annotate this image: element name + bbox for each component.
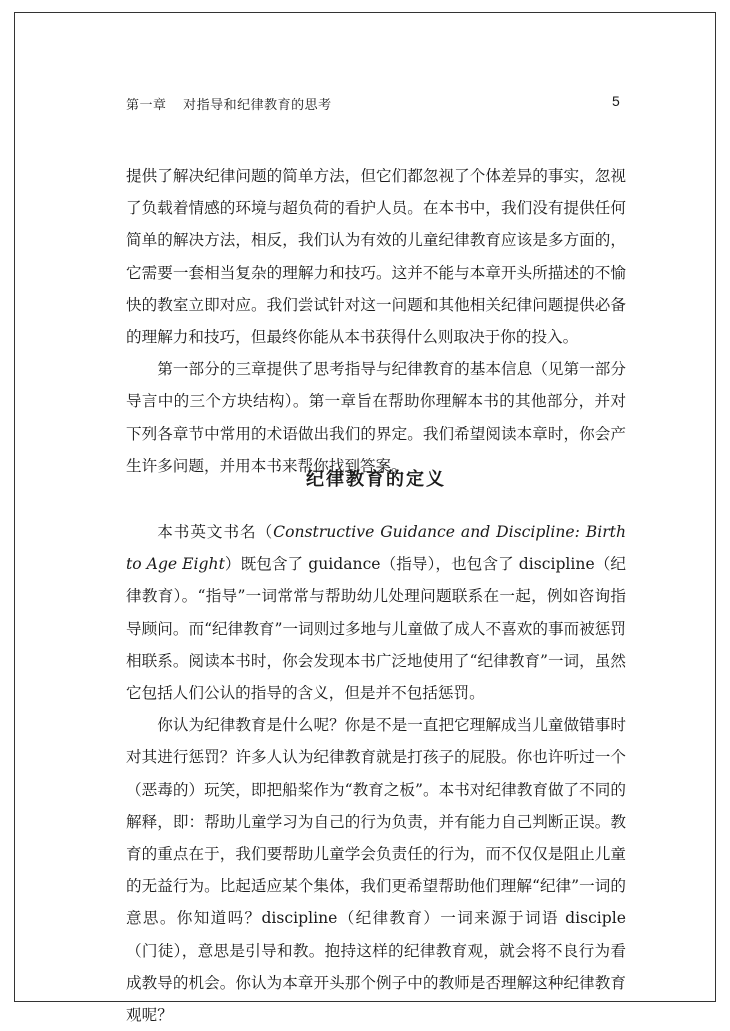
section-heading: 纪律教育的定义	[306, 469, 446, 490]
english-book-title: Constructive Guidance and Discipline: Birth to Age Eight	[126, 523, 626, 574]
definition-text-block	[126, 516, 626, 1031]
chapter-title: 对指导和纪律教育的思考	[183, 98, 332, 113]
book-title-rest: ）既包含了 guidance（指导），也包含了 discipline（纪律教育）。“指导”一词常常与帮助幼儿处理问题联系在一起，例如咨询指导顾问。而“纪律教育”一词则过多地与儿童做了成人不喜欢的事而被惩罚相联系。阅读本书时，你会发现本书广泛地使用了“纪律教育”一词，虽然它包括人们公认的指导的含义，但是并不包括惩罚。	[126, 555, 626, 703]
paragraph-continued: 提供了解决纪律问题的简单方法，但它们都忽视了个体差异的事实，忽视了负载着情感的环境与超负荷的看护人员。在本书中，我们没有提供任何简单的解决方法，相反，我们认为有效的儿童纪律教育应该是多方面的，它需要一套相当复杂的理解力和技巧。这并不能与本章开头所描述的不愉快的教室立即对应。我们尝试针对这一问题和其他相关纪律问题提供必备的理解力和技巧，但最终你能从本书获得什么则取决于你的投入。	[126, 167, 626, 347]
paragraph-part-one-overview: 第一部分的三章提供了思考指导与纪律教育的基本信息（见第一部分导言中的三个方块结构）。第一章旨在帮助你理解本书的其他部分，并对下列各章节中常用的术语做出我们的界定。我们希望阅读本章时，你会产生许多问题，并用本书来帮你找到答案。	[126, 360, 626, 475]
page-number: 5	[612, 93, 620, 109]
chapter-label: 第一章	[126, 98, 167, 113]
intro-text-block	[126, 160, 626, 482]
running-header	[126, 94, 626, 113]
paragraph-book-title	[126, 516, 626, 709]
book-title-lead: 本书英文书名（	[157, 523, 274, 541]
paragraph-discipline-meaning: 你认为纪律教育是什么呢？你是不是一直把它理解成当儿童做错事时对其进行惩罚？许多人认为纪律教育就是打孩子的屁股。你也许听过一个（恶毒的）玩笑，即把船桨作为“教育之板”。本书对纪律教育做了不同的解释，即：帮助儿童学习为自己的行为负责，并有能力自己判断正误。教育的重点在于，我们要帮助儿童学会负责任的行为，而不仅仅是阻止儿童的无益行为。比起适应某个集体，我们更希望帮助他们理解“纪律”一词的意思。你知道吗？discipline（纪律教育）一词来源于词语 disciple（门徒），意思是引导和教。抱持这样的纪律教育观，就会将不良行为看成教导的机会。你认为本章开头那个例子中的教师是否理解这种纪律教育观呢？	[126, 716, 626, 1025]
